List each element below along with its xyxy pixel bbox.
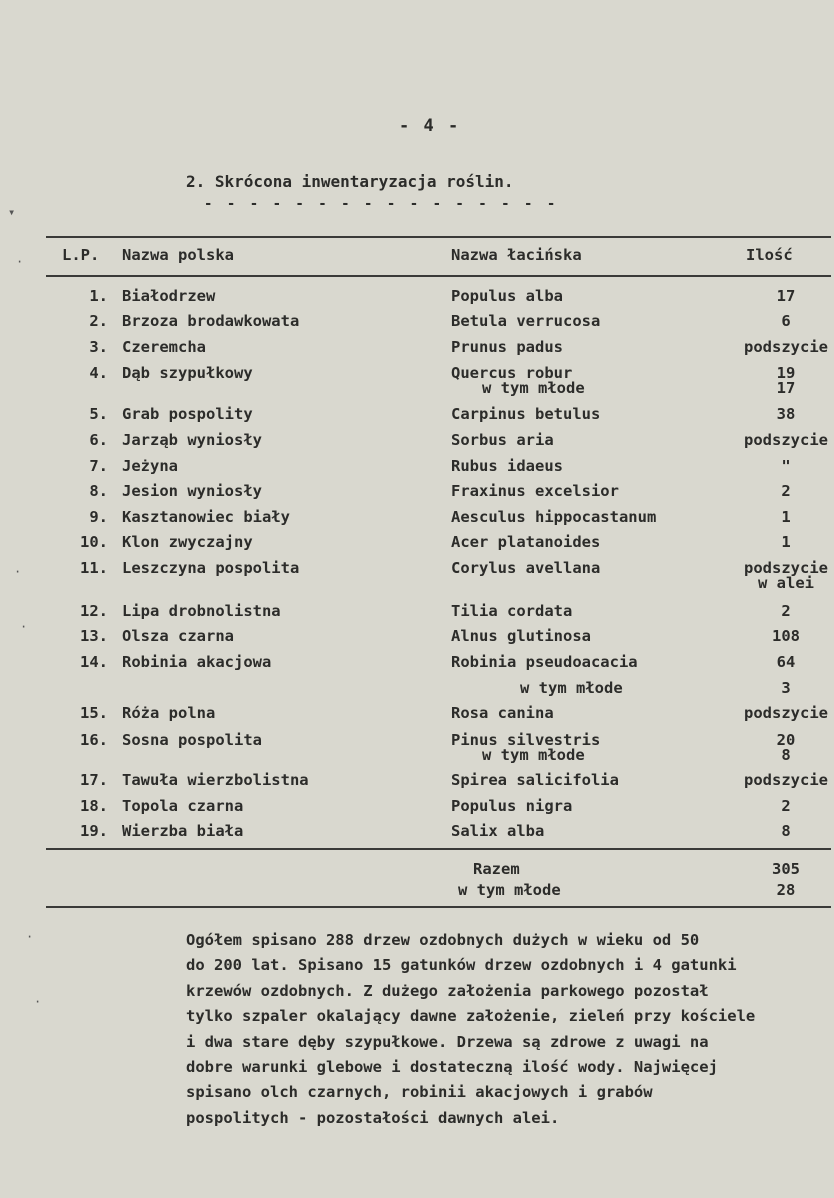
quantity: ": [781, 457, 791, 475]
latin-name: Spirea salicifolia: [451, 771, 619, 789]
margin-mark: ·: [26, 930, 34, 944]
latin-name: Alnus glutinosa: [451, 627, 591, 645]
polish-name: Olsza czarna: [122, 627, 234, 645]
totals-label: Razem: [473, 860, 520, 878]
latin-name: Aesculus hippocastanum: [451, 508, 657, 526]
row-number: 18.: [80, 797, 108, 815]
quantity: 64: [776, 653, 796, 671]
polish-name: Lipa drobnolistna: [122, 602, 281, 620]
polish-name: Dąb szypułkowy: [122, 364, 253, 382]
paragraph-line: pospolitych - pozostałości dawnych alei.: [186, 1108, 560, 1127]
margin-mark: ▾: [8, 205, 16, 219]
totals-value: 305: [772, 860, 800, 878]
row-number: 12.: [80, 602, 108, 620]
paragraph-line: tylko szpaler okalający dawne założenie, zieleń przy kościele: [186, 1007, 756, 1026]
totals-young-value: 28: [776, 881, 796, 899]
paragraph-line: Ogółem spisano 288 drzew ozdobnych dużych w wieku od 50: [186, 931, 700, 949]
quantity: podszycie: [744, 338, 828, 356]
quantity-sub: 8: [781, 746, 791, 764]
margin-mark: ·: [20, 620, 28, 634]
latin-name: Quercus robur: [451, 364, 573, 382]
latin-name: Salix alba: [451, 822, 545, 840]
latin-subnote: w tym młode: [482, 379, 585, 397]
latin-name: Prunus padus: [451, 338, 563, 356]
quantity: podszycie: [744, 431, 828, 449]
col-header-qty: Ilość: [746, 246, 793, 264]
polish-name: Grab pospolity: [122, 405, 253, 423]
row-number: 4.: [89, 364, 108, 382]
quantity: 108: [772, 627, 800, 645]
latin-name: Rubus idaeus: [451, 457, 563, 475]
quantity: 1: [781, 508, 791, 526]
latin-subnote: w tym młode: [520, 679, 623, 697]
polish-name: Robinia akacjowa: [122, 653, 272, 671]
quantity: 38: [776, 405, 796, 423]
latin-name: Rosa canina: [451, 704, 554, 722]
paragraph-line: do 200 lat. Spisano 15 gatunków drzew ozdobnych i 4 gatunki: [186, 956, 737, 975]
latin-name: Pinus silvestris: [451, 731, 601, 749]
quantity: podszycie: [744, 771, 828, 789]
row-number: 10.: [80, 533, 108, 551]
polish-name: Jarząb wyniosły: [122, 431, 262, 449]
quantity-sub: w alei: [758, 574, 814, 592]
polish-name: Brzoza brodawkowata: [122, 312, 300, 330]
polish-name: Czeremcha: [122, 338, 206, 356]
latin-subnote: w tym młode: [482, 746, 585, 764]
quantity: 17: [776, 287, 796, 305]
totals-rule: [46, 906, 831, 908]
col-header-lp: L.P.: [62, 246, 100, 264]
latin-name: Corylus avellana: [451, 559, 601, 577]
row-number: 5.: [89, 405, 108, 423]
quantity: 2: [781, 602, 791, 620]
latin-name: Sorbus aria: [451, 431, 554, 449]
latin-name: Populus alba: [451, 287, 563, 305]
polish-name: Jesion wyniosły: [122, 482, 262, 500]
quantity: podszycie: [744, 704, 828, 722]
row-number: 15.: [80, 704, 108, 722]
polish-name: Leszczyna pospolita: [122, 559, 300, 577]
paragraph-line: krzewów ozdobnych. Z dużego założenia parkowego pozostał: [186, 981, 709, 1000]
paragraph-line: i dwa stare dęby szypułkowe. Drzewa są zdrowe z uwagi na: [186, 1032, 709, 1051]
polish-name: Tawuła wierzbolistna: [122, 771, 309, 789]
row-number: 1.: [89, 287, 108, 305]
polish-name: Topola czarna: [122, 797, 244, 815]
margin-mark: ·: [16, 255, 24, 269]
margin-mark: ·: [34, 995, 42, 1009]
summary-paragraph: [186, 928, 806, 1131]
row-number: 13.: [80, 627, 108, 645]
header-rule: [46, 275, 831, 277]
latin-name: Carpinus betulus: [451, 405, 601, 423]
row-number: 16.: [80, 731, 108, 749]
col-header-polish: Nazwa polska: [122, 246, 234, 264]
section-heading: 2. Skrócona inwentaryzacja roślin.: [186, 172, 514, 191]
quantity: 2: [781, 797, 791, 815]
row-number: 9.: [89, 508, 108, 526]
paragraph-line: dobre warunki glebowe i dostateczną ilość wody. Najwięcej: [186, 1058, 718, 1077]
quantity: 1: [781, 533, 791, 551]
polish-name: Jeżyna: [122, 457, 178, 475]
row-number: 17.: [80, 771, 108, 789]
row-number: 8.: [89, 482, 108, 500]
polish-name: Białodrzew: [122, 287, 216, 305]
latin-name: Acer platanoides: [451, 533, 601, 551]
quantity-sub: 3: [781, 679, 791, 697]
quantity: 20: [776, 731, 796, 749]
table-top-rule: [46, 236, 831, 238]
quantity: podszycie: [744, 559, 828, 577]
polish-name: Klon zwyczajny: [122, 533, 253, 551]
latin-name: Fraxinus excelsior: [451, 482, 619, 500]
paragraph-line: spisano olch czarnych, robinii akacjowych i grabów: [186, 1083, 653, 1102]
polish-name: Wierzba biała: [122, 822, 244, 840]
totals-young-label: w tym młode: [458, 881, 561, 899]
polish-name: Róża polna: [122, 704, 216, 722]
polish-name: Kasztanowiec biały: [122, 508, 290, 526]
row-number: 3.: [89, 338, 108, 356]
latin-name: Robinia pseudoacacia: [451, 653, 638, 671]
margin-mark: ·: [14, 565, 22, 579]
col-header-latin: Nazwa łacińska: [451, 246, 582, 264]
quantity-sub: 17: [776, 379, 796, 397]
quantity: 6: [781, 312, 791, 330]
page-number: - 4 -: [399, 116, 461, 136]
heading-underline: - - - - - - - - - - - - - - - -: [204, 196, 559, 212]
latin-name: Betula verrucosa: [451, 312, 601, 330]
quantity: 19: [776, 364, 796, 382]
row-number: 2.: [89, 312, 108, 330]
latin-name: Tilia cordata: [451, 602, 573, 620]
row-number: 7.: [89, 457, 108, 475]
row-number: 6.: [89, 431, 108, 449]
polish-name: Sosna pospolita: [122, 731, 262, 749]
row-number: 19.: [80, 822, 108, 840]
row-number: 11.: [80, 559, 108, 577]
quantity: 8: [781, 822, 791, 840]
quantity: 2: [781, 482, 791, 500]
row-number: 14.: [80, 653, 108, 671]
table-bottom-rule: [46, 848, 831, 850]
latin-name: Populus nigra: [451, 797, 573, 815]
